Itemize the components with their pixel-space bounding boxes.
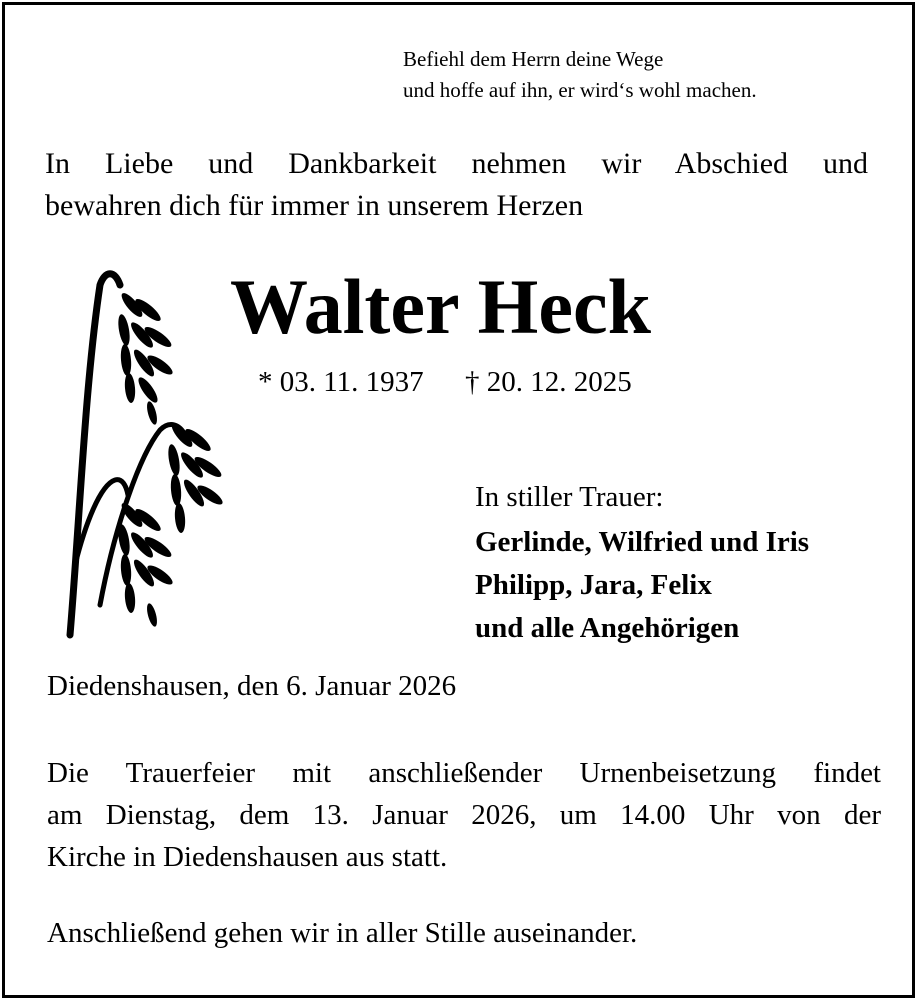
service-line: Kirche in Diedenshausen aus statt. bbox=[47, 841, 448, 873]
bible-quote bbox=[403, 44, 757, 106]
wheat-icon bbox=[60, 265, 250, 640]
quote-line: und hoffe auf ihn, er wird‘s wohl machen. bbox=[403, 78, 757, 102]
mourner-names: und alle Angehörigen bbox=[475, 612, 740, 644]
mourner-names: Gerlinde, Wilfried und Iris bbox=[475, 526, 810, 558]
service-info bbox=[47, 752, 881, 878]
life-dates bbox=[258, 366, 666, 399]
birth-date: * 03. 11. 1937 bbox=[258, 366, 424, 398]
place-date: Diedenshausen, den 6. Januar 2026 bbox=[47, 670, 457, 702]
mourners bbox=[475, 476, 809, 650]
intro-line: bewahren dich für immer in unserem Herzen bbox=[45, 189, 584, 222]
intro-line: In Liebe und Dankbarkeit nehmen wir Abschied und bbox=[45, 147, 868, 180]
intro-text bbox=[45, 143, 868, 227]
deceased-name: Walter Heck bbox=[230, 263, 651, 350]
mourners-label: In stiller Trauer: bbox=[475, 481, 664, 513]
service-line: Die Trauerfeier mit anschließender Urnenbeisetzung findet bbox=[47, 757, 881, 789]
death-date: † 20. 12. 2025 bbox=[464, 366, 632, 398]
mourner-names: Philipp, Jara, Felix bbox=[475, 569, 712, 601]
service-line: am Dienstag, dem 13. Januar 2026, um 14.00 Uhr von der bbox=[47, 799, 881, 831]
closing-text: Anschließend gehen wir in aller Stille auseinander. bbox=[47, 917, 638, 949]
quote-line: Befiehl dem Herrn deine Wege bbox=[403, 47, 664, 71]
